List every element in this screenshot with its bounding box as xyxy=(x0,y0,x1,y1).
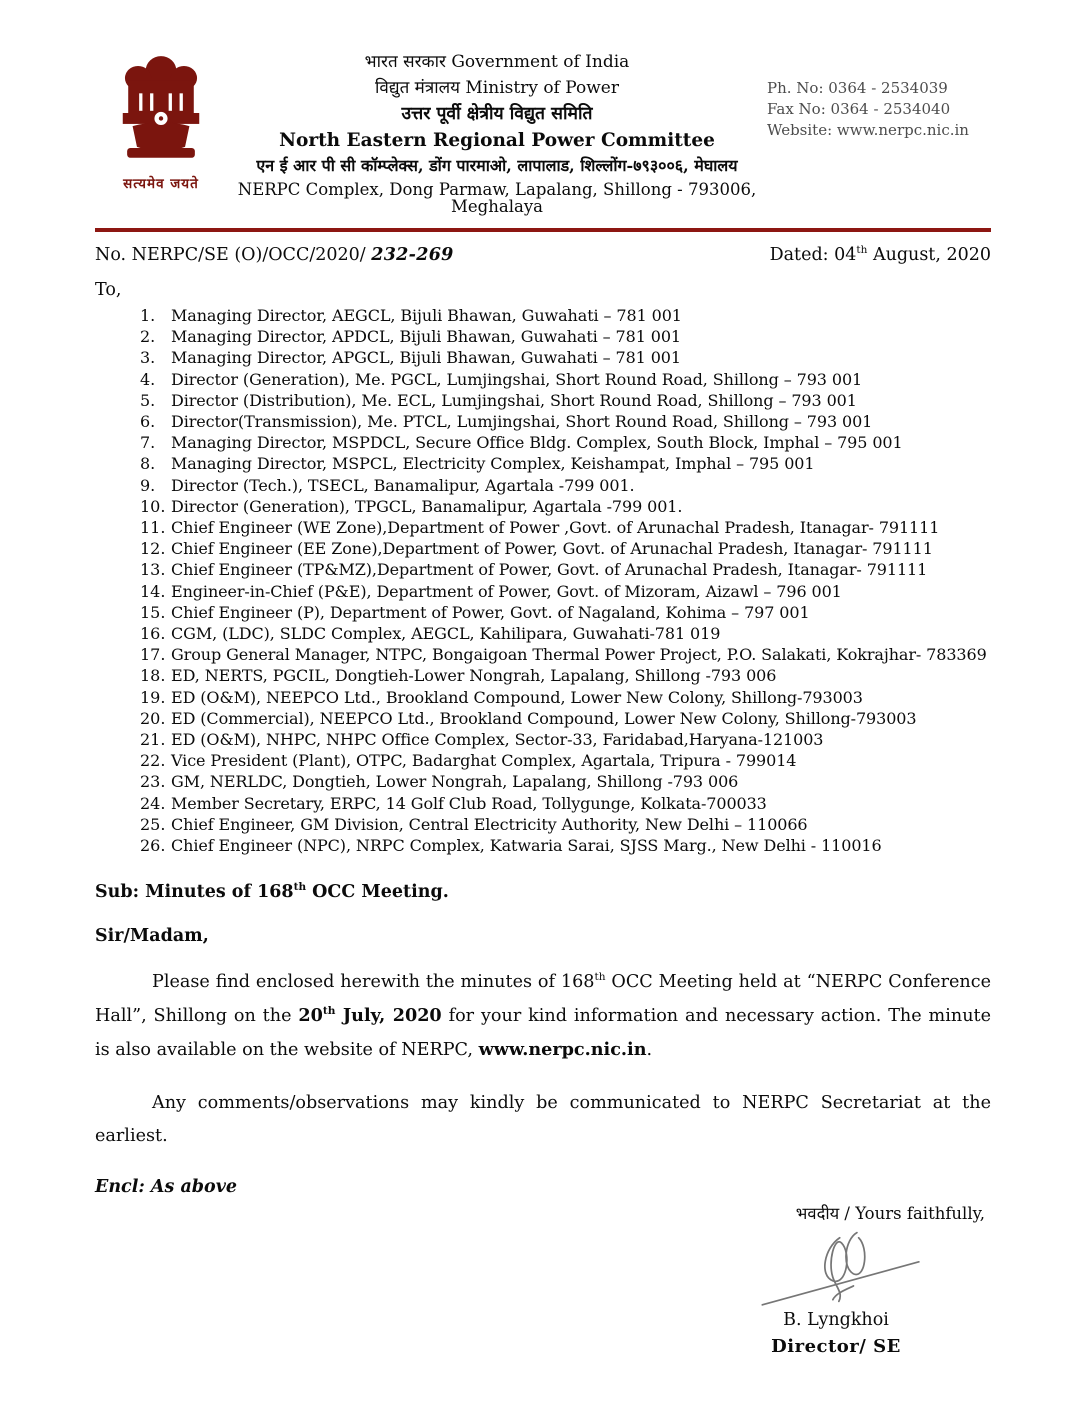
recipient-text: Vice President (Plant), OTPC, Badarghat Complex, Agartala, Tripura - 799014 xyxy=(171,751,797,771)
recipient-number: 7. xyxy=(140,433,156,453)
committee-name-hindi: उत्तर पूर्वी क्षेत्रीय विद्युत समिति xyxy=(401,104,593,124)
recipient-row xyxy=(140,665,991,686)
recipient-row xyxy=(140,559,991,580)
recipient-row xyxy=(140,814,991,835)
signatory-designation: Director/ SE xyxy=(771,1336,901,1358)
recipient-number: 8. xyxy=(140,454,156,474)
recipient-row xyxy=(140,581,991,602)
recipient-row xyxy=(140,835,991,856)
recipient-row xyxy=(140,517,991,538)
phone-number: Ph. No: 0364 - 2534039 xyxy=(767,79,948,97)
recipient-text: Group General Manager, NTPC, Bongaigoan Thermal Power Project, P.O. Salakati, Kokrajhar- 783369 xyxy=(171,645,987,665)
committee-name-english: North Eastern Regional Power Committee xyxy=(279,129,715,151)
recipient-text: Director (Tech.), TSECL, Banamalipur, Agartala -799 001. xyxy=(171,475,635,495)
recipient-number: 26. xyxy=(140,836,166,856)
website-url-bold: www.nerpc.nic.in xyxy=(478,1039,647,1061)
signature-image xyxy=(681,1224,991,1310)
recipient-number: 13. xyxy=(140,560,166,580)
recipient-row xyxy=(140,326,991,347)
fax-number: Fax No: 0364 - 2534040 xyxy=(767,100,951,118)
header-divider-rule xyxy=(95,228,991,232)
recipient-text: GM, NERLDC, Dongtieh, Lower Nongrah, Lapalang, Shillong -793 006 xyxy=(171,772,739,792)
recipient-row xyxy=(140,729,991,750)
recipient-number: 17. xyxy=(140,645,166,665)
recipient-number: 24. xyxy=(140,793,166,813)
recipient-number: 25. xyxy=(140,814,166,834)
enclosure-note: Encl: As above xyxy=(95,1177,237,1198)
ministry-of-power-line: विद्युत मंत्रालय Ministry of Power xyxy=(375,78,619,98)
recipient-number: 16. xyxy=(140,624,166,644)
body-paragraph-2: Any comments/observations may kindly be communicated to NERPC Secretariat at the earliest. xyxy=(95,1093,991,1147)
to-label: To, xyxy=(95,280,122,300)
emblem-caption: सत्यमेव जयते xyxy=(123,176,199,192)
recipient-text: ED (Commercial), NEEPCO Ltd., Brookland Compound, Lower New Colony, Shillong-793003 xyxy=(171,708,917,728)
emblem-block xyxy=(95,46,227,192)
signatory-name: B. Lyngkhoi xyxy=(783,1310,889,1331)
recipient-row xyxy=(140,771,991,792)
recipient-number: 11. xyxy=(140,518,166,538)
recipient-number: 6. xyxy=(140,412,156,432)
recipient-number: 14. xyxy=(140,581,166,601)
recipient-number: 9. xyxy=(140,475,156,495)
recipient-text: ED, NERTS, PGCIL, Dongtieh-Lower Nongrah, Lapalang, Shillong -793 006 xyxy=(171,666,777,686)
recipient-row xyxy=(140,411,991,432)
contact-block xyxy=(767,46,991,141)
recipient-text: Managing Director, APGCL, Bijuli Bhawan, Guwahati – 781 001 xyxy=(171,348,681,368)
recipient-row xyxy=(140,687,991,708)
recipient-text: Managing Director, AEGCL, Bijuli Bhawan, Guwahati – 781 001 xyxy=(171,306,682,325)
recipient-row xyxy=(140,602,991,623)
recipient-row xyxy=(140,453,991,474)
recipient-text: Chief Engineer (TP&MZ),Department of Power, Govt. of Arunachal Pradesh, Itanagar- 791111 xyxy=(171,560,928,580)
yours-faithfully: भवदीय / Yours faithfully, xyxy=(795,1204,985,1224)
recipient-number: 10. xyxy=(140,496,166,516)
recipient-row xyxy=(140,390,991,411)
closing-block xyxy=(681,1201,991,1357)
recipient-row xyxy=(140,496,991,517)
letter-reference-number: No. NERPC/SE (O)/OCC/2020/ 232-269 xyxy=(95,245,454,265)
recipient-text: Chief Engineer (EE Zone),Department of Power, Govt. of Arunachal Pradesh, Itanagar- 791111 xyxy=(171,539,933,559)
recipient-number: 5. xyxy=(140,390,156,410)
recipient-text: Engineer-in-Chief (P&E), Department of Power, Govt. of Mizoram, Aizawl – 796 001 xyxy=(171,581,842,601)
recipient-list xyxy=(95,305,991,856)
recipient-text: Chief Engineer (NPC), NRPC Complex, Katwaria Sarai, SJSS Marg., New Delhi - 110016 xyxy=(171,836,882,856)
recipient-number: 19. xyxy=(140,687,166,707)
recipient-row xyxy=(140,538,991,559)
recipient-number: 18. xyxy=(140,666,166,686)
handwritten-signature-icon xyxy=(733,1224,943,1310)
recipient-row xyxy=(140,623,991,644)
recipient-number: 12. xyxy=(140,539,166,559)
recipient-number: 21. xyxy=(140,730,166,750)
subject-line: Sub: Minutes of 168th OCC Meeting. xyxy=(95,881,449,903)
letterhead xyxy=(95,46,991,215)
recipient-number: 15. xyxy=(140,602,166,622)
reference-row xyxy=(95,245,991,265)
recipient-text: Managing Director, MSPCL, Electricity Complex, Keishampat, Imphal – 795 001 xyxy=(171,454,815,474)
recipient-row xyxy=(140,708,991,729)
recipient-number: 1. xyxy=(140,306,156,325)
recipient-text: Director (Generation), TPGCL, Banamalipur, Agartala -799 001. xyxy=(171,496,683,516)
ashoka-emblem-icon xyxy=(106,54,216,172)
recipient-number: 23. xyxy=(140,772,166,792)
recipient-text: Chief Engineer (WE Zone),Department of Power ,Govt. of Arunachal Pradesh, Itanagar- 791111 xyxy=(171,518,940,538)
recipient-row xyxy=(140,305,991,326)
recipient-row xyxy=(140,644,991,665)
govt-of-india-line: भारत सरकार Government of India xyxy=(364,52,630,72)
address-english: NERPC Complex, Dong Parmaw, Lapalang, Shillong - 793006, Meghalaya xyxy=(237,180,757,216)
salutation: Sir/Madam, xyxy=(95,926,209,947)
address-hindi: एन ई आर पी सी कॉम्प्लेक्स, डोंग पारमाओ, लापालाड, शिल्लोंग-७९३००६, मेघालय xyxy=(256,156,738,175)
recipient-row xyxy=(140,793,991,814)
recipient-text: Chief Engineer (P), Department of Power, Govt. of Nagaland, Kohima – 797 001 xyxy=(171,602,810,622)
recipient-text: ED (O&M), NHPC, NHPC Office Complex, Sector-33, Faridabad,Haryana-121003 xyxy=(171,730,824,750)
recipient-number: 4. xyxy=(140,369,156,389)
recipient-row xyxy=(140,369,991,390)
recipient-text: Managing Director, MSPDCL, Secure Office Bldg. Complex, South Block, Imphal – 795 001 xyxy=(171,433,903,453)
recipient-row xyxy=(140,750,991,771)
letter-date: Dated: 04th August, 2020 xyxy=(769,244,991,265)
recipient-number: 2. xyxy=(140,327,156,347)
recipient-text: ED (O&M), NEEPCO Ltd., Brookland Compound, Lower New Colony, Shillong-793003 xyxy=(171,687,863,707)
recipient-text: Chief Engineer, GM Division, Central Electricity Authority, New Delhi – 110066 xyxy=(171,814,808,834)
recipient-text: Director(Transmission), Me. PTCL, Lumjingshai, Short Round Road, Shillong – 793 001 xyxy=(171,412,873,432)
recipient-number: 20. xyxy=(140,708,166,728)
recipient-number: 22. xyxy=(140,751,166,771)
recipient-number: 3. xyxy=(140,348,156,368)
recipient-text: Director (Generation), Me. PGCL, Lumjingshai, Short Round Road, Shillong – 793 001 xyxy=(171,369,863,389)
recipient-text: Managing Director, APDCL, Bijuli Bhawan, Guwahati – 781 001 xyxy=(171,327,682,347)
body-paragraph-1: Please find enclosed herewith the minutes of 168th OCC Meeting held at “NERPC Conference Hall”, Shillong on the 20th July, 2020 for your kind information and necessary action. The minute is also available on the website of NERPC, www.nerpc.nic.in. xyxy=(95,971,992,1061)
recipient-row xyxy=(140,475,991,496)
recipient-text: Director (Distribution), Me. ECL, Lumjingshai, Short Round Road, Shillong – 793 001 xyxy=(171,390,857,410)
website-url: Website: www.nerpc.nic.in xyxy=(767,121,969,139)
recipient-text: Member Secretary, ERPC, 14 Golf Club Road, Tollygunge, Kolkata-700033 xyxy=(171,793,767,813)
recipient-row xyxy=(140,432,991,453)
recipient-row xyxy=(140,347,991,368)
recipient-text: CGM, (LDC), SLDC Complex, AEGCL, Kahilipara, Guwahati-781 019 xyxy=(171,624,721,644)
organization-titles xyxy=(227,46,767,215)
